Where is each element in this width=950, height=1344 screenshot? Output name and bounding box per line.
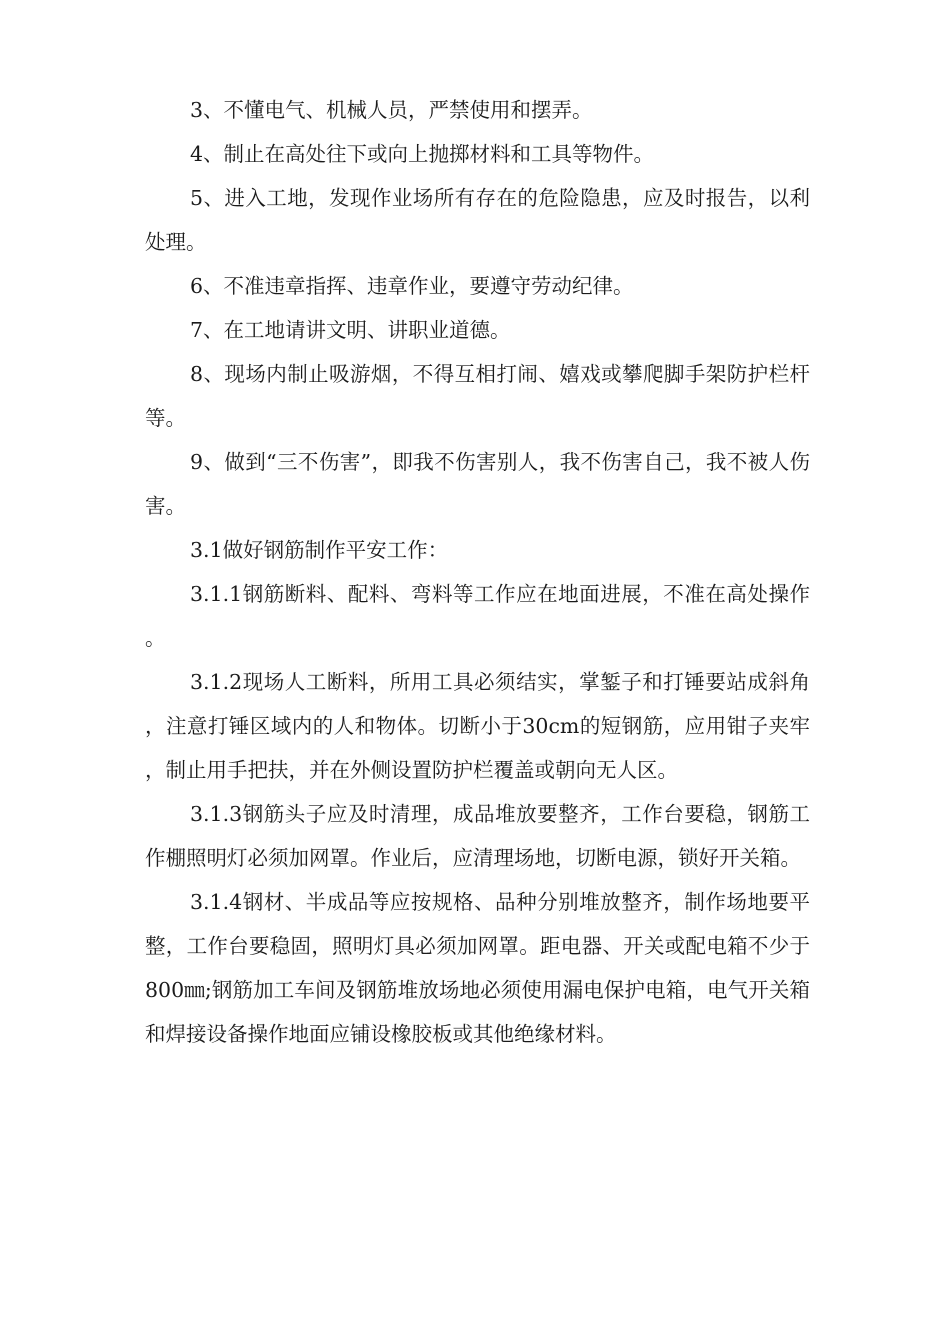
paragraph-rule-7: 7、在工地请讲文明、讲职业道德。 (190, 318, 511, 342)
paragraph-rule-9: 9、做到“三不伤害”，即我不伤害别人，我不伤害自己，我不被人伤害。 (145, 450, 810, 518)
paragraph-3-1-3: 3.1.3钢筋头子应及时清理，成品堆放要整齐，工作台要稳，钢筋工作棚照明灯必须加网罩。作业后，应清理场地，切断电源，锁好开关箱。 (145, 802, 810, 870)
paragraph-rule-6: 6、不准违章指挥、违章作业，要遵守劳动纪律。 (190, 274, 634, 298)
document-page (145, 88, 810, 1056)
paragraph-rule-4: 4、制止在高处往下或向上抛掷材料和工具等物件。 (190, 142, 655, 166)
paragraph-rule-8: 8、现场内制止吸游烟，不得互相打闹、嬉戏或攀爬脚手架防护栏杆等。 (145, 362, 810, 430)
paragraph-rule-3: 3、不懂电气、机械人员，严禁使用和摆弄。 (190, 98, 593, 122)
paragraph-rule-5: 5、进入工地，发现作业场所有存在的危险隐患，应及时报告，以利处理。 (145, 186, 810, 254)
paragraph-3-1-2: 3.1.2现场人工断料，所用工具必须结实，掌錾子和打锤要站成斜角，注意打锤区域内的人和物体。切断小于30cm的短钢筋，应用钳子夹牢，制止用手把扶，并在外侧设置防护栏覆盖或朝向无人区。 (145, 670, 810, 782)
paragraph-3-1-1: 3.1.1钢筋断料、配料、弯料等工作应在地面进展，不准在高处操作。 (145, 582, 810, 650)
section-heading-3-1: 3.1做好钢筋制作平安工作： (190, 538, 449, 562)
paragraph-3-1-4: 3.1.4钢材、半成品等应按规格、品种分别堆放整齐，制作场地要平整，工作台要稳固，照明灯具必须加网罩。距电器、开关或配电箱不少于800㎜;钢筋加工车间及钢筋堆放场地必须使用漏电保护电箱，电气开关箱和焊接设备操作地面应铺设橡胶板或其他绝缘材料。 (145, 890, 810, 1046)
